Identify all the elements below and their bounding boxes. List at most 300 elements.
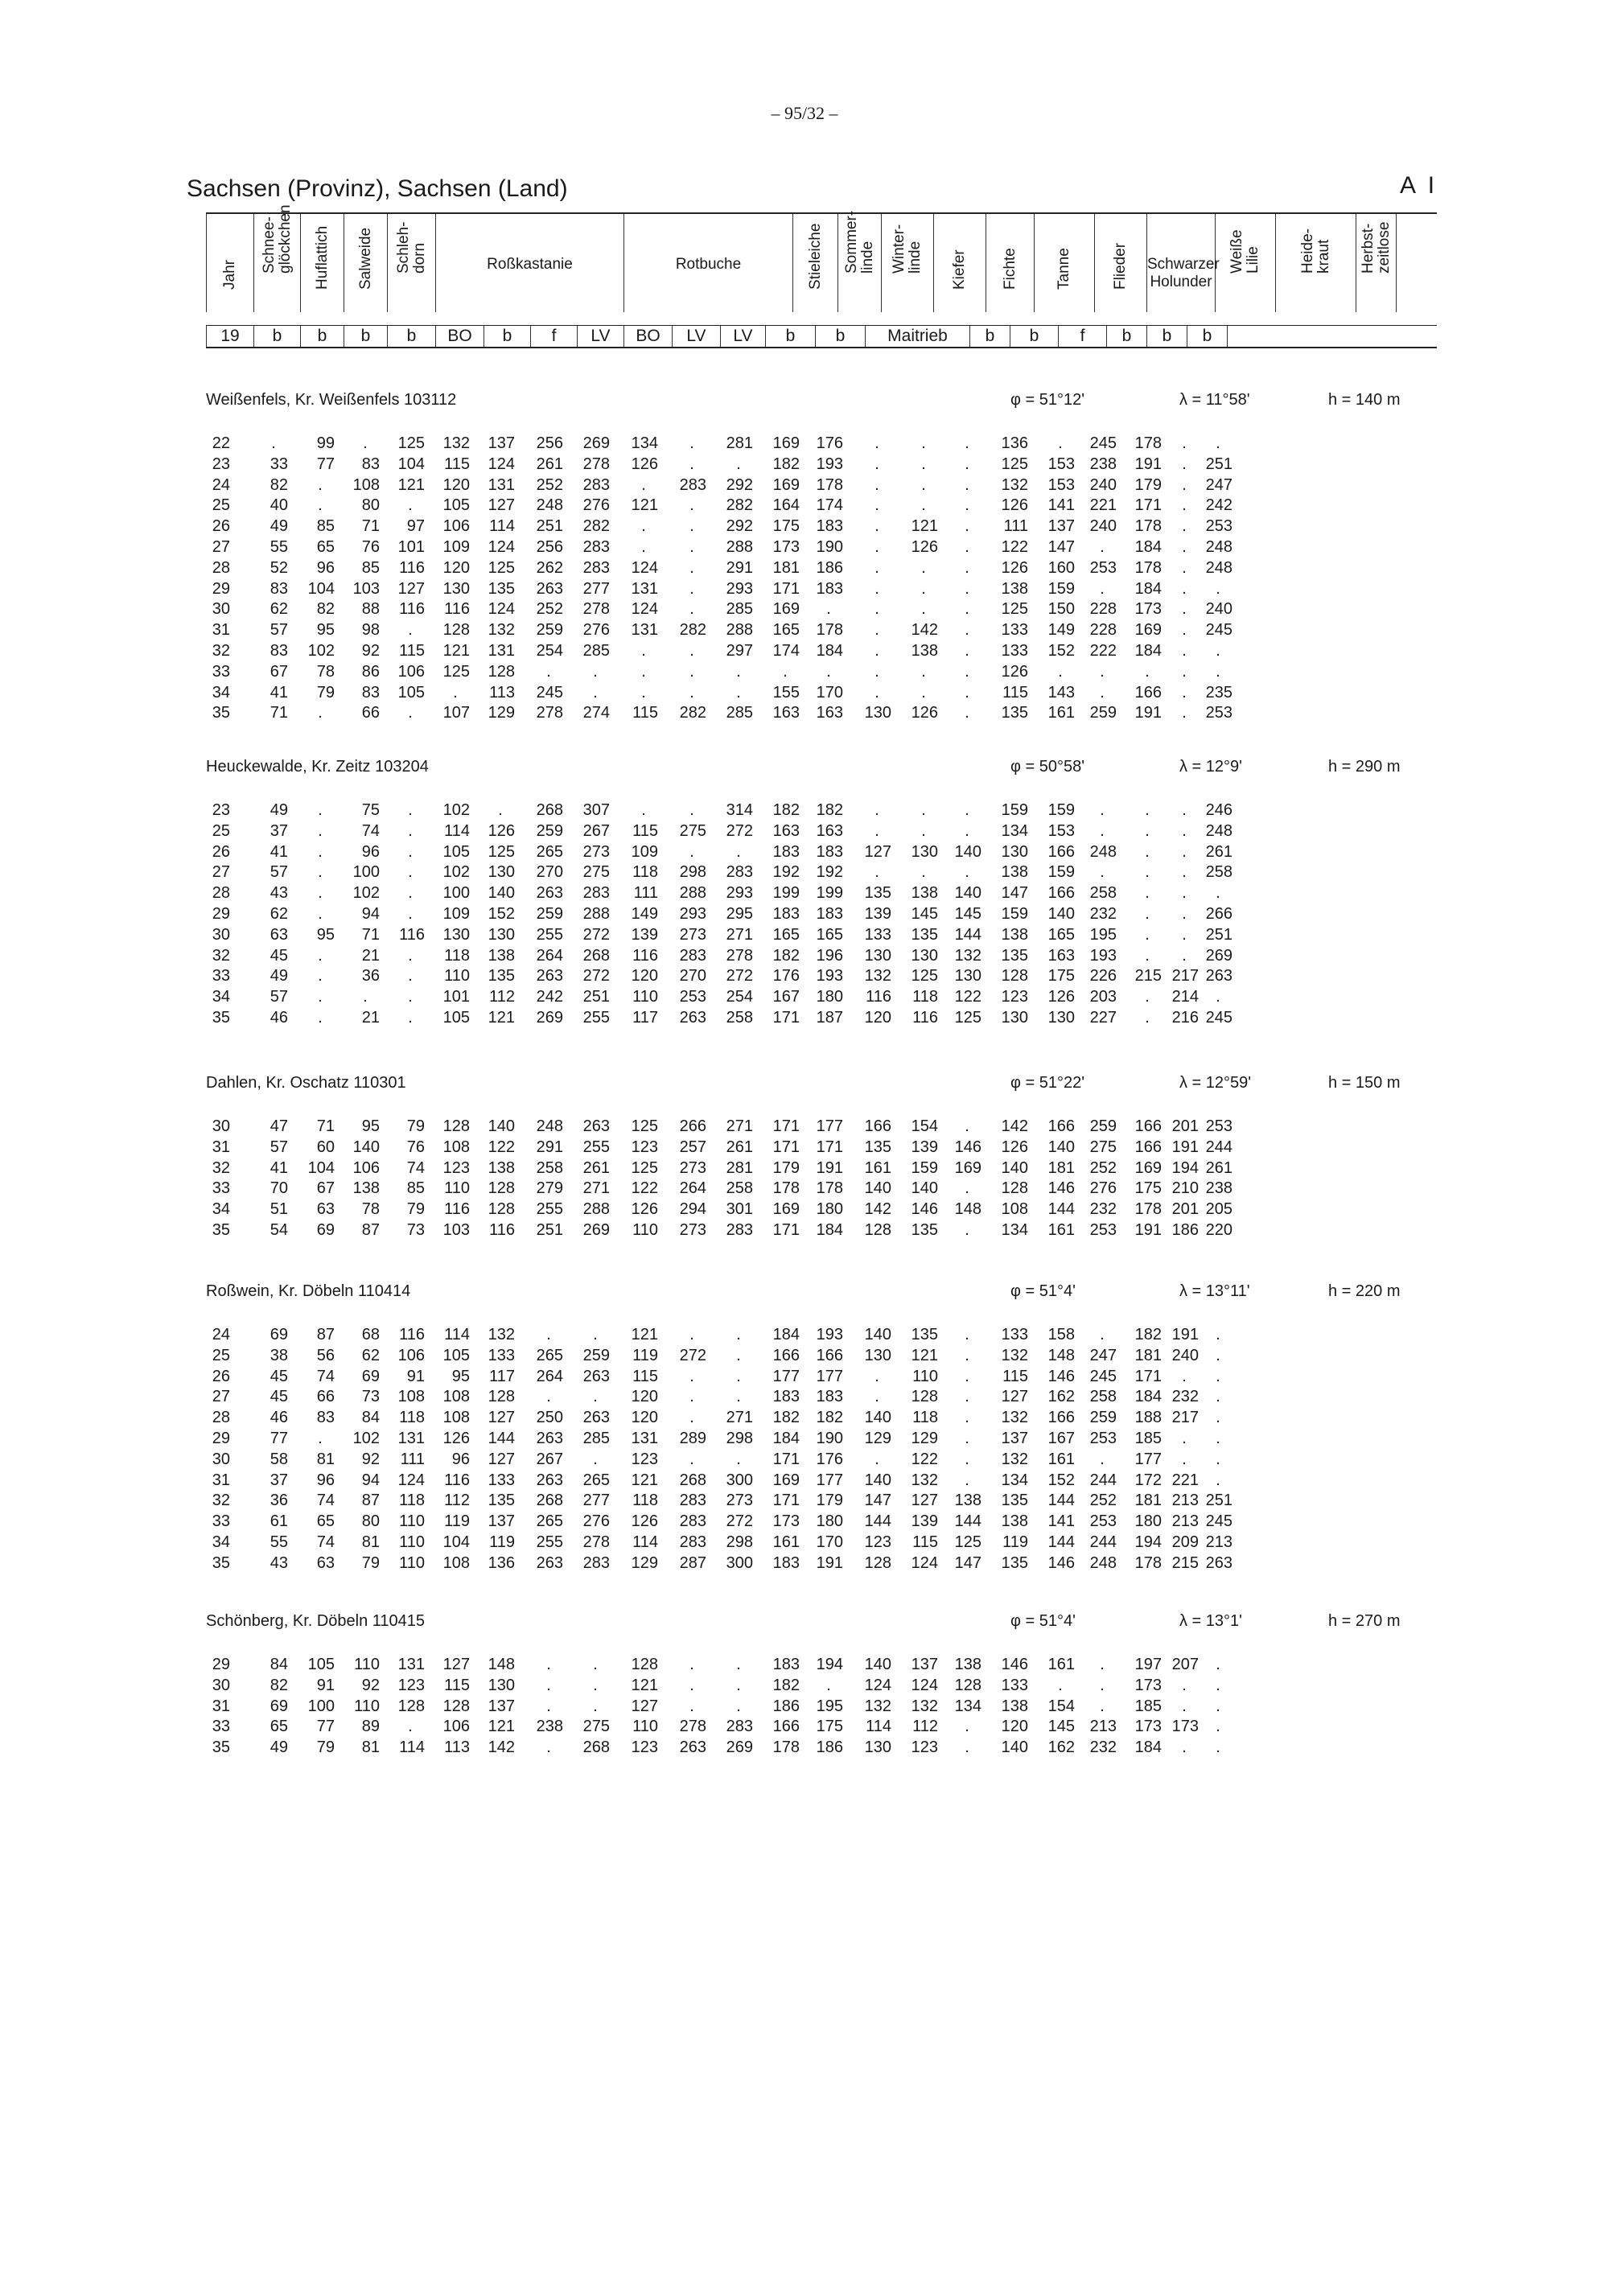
unit-row xyxy=(206,325,1437,348)
value-cell: 217 xyxy=(1171,1409,1199,1427)
value-cell: 126 xyxy=(1047,988,1075,1006)
value-cell: 160 xyxy=(1047,558,1075,577)
value-cell: 128 xyxy=(488,1179,515,1198)
value-cell: . xyxy=(1216,1367,1220,1385)
value-cell: . xyxy=(1182,1450,1187,1468)
value-cell: 263 xyxy=(1205,967,1232,985)
value-cell: 164 xyxy=(772,496,800,515)
value-cell: 238 xyxy=(536,1718,563,1736)
header-weiße-lilie xyxy=(1216,214,1276,312)
value-cell: . xyxy=(965,641,969,660)
table-row xyxy=(206,1347,1437,1368)
value-cell: 71 xyxy=(361,517,380,536)
value-cell: 76 xyxy=(406,1138,425,1156)
value-cell: 135 xyxy=(864,884,891,903)
value-cell: 114 xyxy=(444,1326,470,1343)
value-cell: 285 xyxy=(726,600,753,619)
value-cell: 120 xyxy=(631,1388,658,1406)
value-cell: 134 xyxy=(954,1697,981,1715)
value-cell: . xyxy=(965,1346,969,1364)
year-cell: 27 xyxy=(212,537,230,556)
value-cell: 83 xyxy=(361,683,380,702)
value-cell: 199 xyxy=(816,884,843,903)
value-cell: 182 xyxy=(772,1676,800,1694)
value-cell: 110 xyxy=(632,1718,658,1736)
year-cell: 29 xyxy=(212,1429,230,1447)
value-cell: 109 xyxy=(631,842,658,861)
table-row xyxy=(206,1388,1437,1409)
value-cell: . xyxy=(408,988,413,1006)
value-cell: 221 xyxy=(1171,1471,1199,1489)
header-label: Herbst- zeitlose xyxy=(1359,221,1393,274)
value-cell: 235 xyxy=(1205,683,1232,702)
table-row xyxy=(206,1368,1437,1389)
value-cell: 135 xyxy=(864,1138,891,1156)
value-cell: 232 xyxy=(1171,1388,1199,1406)
value-cell: . xyxy=(1182,904,1187,923)
station-latitude: φ = 51°22' xyxy=(1010,1074,1085,1092)
value-cell: 261 xyxy=(1205,842,1232,861)
value-cell: . xyxy=(689,842,694,861)
table-row xyxy=(206,476,1437,497)
value-cell: 232 xyxy=(1089,1200,1117,1219)
value-cell: 131 xyxy=(488,641,515,660)
value-cell: 123 xyxy=(911,1738,938,1757)
value-cell: . xyxy=(593,662,598,681)
header-heide-kraut xyxy=(1276,214,1356,312)
value-cell: . xyxy=(965,704,969,722)
value-cell: . xyxy=(1145,662,1150,681)
value-cell: 178 xyxy=(816,475,843,494)
value-cell: 169 xyxy=(772,1200,800,1219)
value-cell: 135 xyxy=(488,1492,515,1510)
value-cell: 146 xyxy=(1001,1656,1028,1673)
value-cell: 88 xyxy=(361,600,380,619)
value-cell: 167 xyxy=(772,988,800,1006)
table-row xyxy=(206,843,1437,864)
value-cell: 300 xyxy=(726,1553,753,1572)
value-cell: 183 xyxy=(772,1553,800,1572)
value-cell: . xyxy=(783,662,788,681)
value-cell: 113 xyxy=(444,1738,470,1757)
table-row xyxy=(206,1533,1437,1554)
value-cell: . xyxy=(1182,662,1187,681)
value-cell: 41 xyxy=(270,1158,288,1177)
value-cell: 40 xyxy=(270,496,288,515)
value-cell: 254 xyxy=(726,988,753,1006)
value-cell: 275 xyxy=(582,1718,610,1736)
value-cell: 130 xyxy=(442,579,470,598)
value-cell: 98 xyxy=(361,621,380,640)
value-cell: 137 xyxy=(1001,1429,1028,1447)
value-cell: . xyxy=(921,600,926,619)
value-cell: 101 xyxy=(397,537,425,556)
value-cell: 140 xyxy=(864,1409,891,1427)
value-cell: 114 xyxy=(866,1718,891,1736)
unit-cell: b xyxy=(766,326,816,347)
value-cell: 123 xyxy=(631,1450,658,1468)
value-cell: 248 xyxy=(536,496,563,515)
station-header xyxy=(206,391,1437,420)
value-cell: . xyxy=(546,1326,551,1343)
value-cell: 125 xyxy=(488,842,515,861)
value-cell: 125 xyxy=(397,434,425,452)
value-cell: 145 xyxy=(1047,1718,1075,1736)
value-cell: 140 xyxy=(488,884,515,903)
value-cell: 65 xyxy=(316,1512,335,1531)
value-cell: . xyxy=(965,496,969,515)
value-cell: 251 xyxy=(1205,455,1232,473)
value-cell: 104 xyxy=(307,1158,335,1177)
year-cell: 22 xyxy=(212,434,230,452)
value-cell: 140 xyxy=(864,1179,891,1198)
value-cell: 166 xyxy=(1134,1117,1162,1135)
value-cell: 180 xyxy=(816,1200,843,1219)
value-cell: 175 xyxy=(816,1718,843,1736)
value-cell: 268 xyxy=(582,946,610,965)
value-cell: 137 xyxy=(911,1656,938,1673)
value-cell: 179 xyxy=(772,1158,800,1177)
value-cell: 159 xyxy=(1047,579,1075,598)
value-cell: 138 xyxy=(1001,579,1028,598)
value-cell: 175 xyxy=(1134,1179,1162,1198)
value-cell: 159 xyxy=(1001,904,1028,923)
value-cell: 221 xyxy=(1089,496,1117,515)
value-cell: 288 xyxy=(726,537,753,556)
value-cell: 126 xyxy=(1001,1138,1028,1156)
table-row xyxy=(206,1554,1437,1575)
value-cell: 245 xyxy=(1205,621,1232,640)
table-row xyxy=(206,1718,1437,1738)
value-cell: 78 xyxy=(316,662,335,681)
value-cell: . xyxy=(641,641,646,660)
value-cell: 127 xyxy=(911,1492,938,1510)
value-cell: 182 xyxy=(772,801,800,819)
value-cell: 289 xyxy=(679,1429,706,1447)
value-cell: 213 xyxy=(1089,1718,1117,1736)
value-cell: 201 xyxy=(1171,1200,1199,1219)
value-cell: 135 xyxy=(1001,1492,1028,1510)
value-cell: 63 xyxy=(316,1200,335,1219)
header-sommer-linde xyxy=(838,210,882,312)
value-cell: 134 xyxy=(1001,1471,1028,1489)
value-cell: 130 xyxy=(442,925,470,944)
value-cell: 263 xyxy=(1205,1553,1232,1572)
value-cell: 178 xyxy=(816,621,843,640)
value-cell: 285 xyxy=(582,1429,610,1447)
value-cell: 282 xyxy=(679,704,706,722)
value-cell: 130 xyxy=(954,967,981,985)
value-cell: 140 xyxy=(864,1656,891,1673)
value-cell: 125 xyxy=(631,1158,658,1177)
value-cell: 136 xyxy=(1001,434,1028,452)
value-cell: 95 xyxy=(451,1367,470,1385)
station-name: Dahlen, Kr. Oschatz 110301 xyxy=(206,1074,406,1092)
value-cell: 33 xyxy=(270,455,288,473)
value-cell: 166 xyxy=(1134,683,1162,702)
value-cell: 95 xyxy=(316,925,335,944)
station-block xyxy=(206,1612,1437,1759)
table-row xyxy=(206,988,1437,1009)
value-cell: 107 xyxy=(442,704,470,722)
value-cell: . xyxy=(689,1656,694,1673)
value-cell: 195 xyxy=(1089,925,1117,944)
value-cell: 116 xyxy=(444,1200,470,1219)
value-cell: 191 xyxy=(1134,1220,1162,1239)
value-cell: 273 xyxy=(679,925,706,944)
value-cell: . xyxy=(874,455,879,473)
value-cell: . xyxy=(1216,884,1220,903)
value-cell: 175 xyxy=(1047,967,1075,985)
value-cell: 96 xyxy=(316,558,335,577)
value-cell: 250 xyxy=(536,1409,563,1427)
value-cell: 71 xyxy=(361,925,380,944)
value-cell: 293 xyxy=(726,579,753,598)
value-cell: . xyxy=(1216,1471,1220,1489)
value-cell: 137 xyxy=(488,1512,515,1531)
value-cell: 166 xyxy=(1047,842,1075,861)
value-cell: 268 xyxy=(679,1471,706,1489)
value-cell: 67 xyxy=(316,1179,335,1198)
value-cell: 283 xyxy=(679,946,706,965)
value-cell: 116 xyxy=(866,988,891,1006)
value-cell: 126 xyxy=(1001,558,1028,577)
value-cell: 116 xyxy=(399,925,425,944)
value-cell: 135 xyxy=(488,579,515,598)
value-cell: . xyxy=(1100,683,1105,702)
value-cell: 96 xyxy=(361,842,380,861)
value-cell: 74 xyxy=(406,1158,425,1177)
value-cell: 186 xyxy=(1171,1220,1199,1239)
year-cell: 27 xyxy=(212,863,230,882)
value-cell: 87 xyxy=(361,1220,380,1239)
value-cell: 137 xyxy=(488,434,515,452)
value-cell: 144 xyxy=(1047,1492,1075,1510)
value-cell: 141 xyxy=(1047,1512,1075,1531)
value-cell: 135 xyxy=(488,967,515,985)
value-cell: 171 xyxy=(1134,1367,1162,1385)
value-cell: 43 xyxy=(270,1553,288,1572)
value-cell: 115 xyxy=(1002,683,1028,702)
value-cell: 82 xyxy=(270,1676,288,1694)
value-cell: 86 xyxy=(361,662,380,681)
value-cell: . xyxy=(641,662,646,681)
unit-cell: b xyxy=(1107,326,1147,347)
value-cell: . xyxy=(593,1450,598,1468)
value-cell: 149 xyxy=(1047,621,1075,640)
value-cell: 270 xyxy=(679,967,706,985)
value-cell: . xyxy=(1216,1388,1220,1406)
value-cell: 140 xyxy=(1047,904,1075,923)
unit-cell: b xyxy=(970,326,1010,347)
value-cell: . xyxy=(318,967,323,985)
value-cell: 126 xyxy=(911,704,938,722)
value-cell: 187 xyxy=(816,1008,843,1027)
year-cell: 30 xyxy=(212,1676,230,1694)
value-cell: . xyxy=(1216,434,1220,452)
value-cell: 178 xyxy=(1134,1553,1162,1572)
value-cell: 178 xyxy=(1134,434,1162,452)
value-cell: . xyxy=(318,704,323,722)
value-cell: 87 xyxy=(316,1326,335,1343)
year-cell: 31 xyxy=(212,1471,230,1489)
value-cell: 252 xyxy=(536,475,563,494)
value-cell: . xyxy=(1145,946,1150,965)
value-cell: 166 xyxy=(772,1346,800,1364)
value-cell: 184 xyxy=(772,1326,800,1343)
value-cell: . xyxy=(1182,946,1187,965)
value-cell: . xyxy=(965,1326,969,1343)
value-cell: 278 xyxy=(582,455,610,473)
value-cell: . xyxy=(965,600,969,619)
value-cell: 80 xyxy=(361,1512,380,1531)
value-cell: . xyxy=(965,434,969,452)
value-cell: . xyxy=(965,621,969,640)
value-cell: 179 xyxy=(1134,475,1162,494)
value-cell: . xyxy=(1100,579,1105,598)
value-cell: 183 xyxy=(816,579,843,598)
value-cell: 167 xyxy=(1047,1429,1075,1447)
value-cell: . xyxy=(965,537,969,556)
year-cell: 31 xyxy=(212,1697,230,1715)
value-cell: 127 xyxy=(488,496,515,515)
value-cell: 153 xyxy=(1047,821,1075,840)
value-cell: 273 xyxy=(679,1220,706,1239)
value-cell: 215 xyxy=(1171,1553,1199,1572)
value-cell: 288 xyxy=(726,621,753,640)
value-cell: 193 xyxy=(1089,946,1117,965)
value-cell: . xyxy=(1182,863,1187,882)
value-cell: 128 xyxy=(488,1200,515,1219)
value-cell: . xyxy=(1216,1326,1220,1343)
value-cell: 115 xyxy=(632,1367,658,1385)
value-cell: 79 xyxy=(406,1117,425,1135)
value-cell: 183 xyxy=(816,842,843,861)
value-cell: 287 xyxy=(679,1553,706,1572)
value-cell: 178 xyxy=(772,1738,800,1757)
value-cell: 207 xyxy=(1171,1656,1199,1673)
value-cell: . xyxy=(921,683,926,702)
value-cell: 118 xyxy=(444,946,470,965)
value-cell: 140 xyxy=(1047,1138,1075,1156)
value-cell: . xyxy=(1145,801,1150,819)
value-cell: 74 xyxy=(361,821,380,840)
value-cell: 122 xyxy=(954,988,981,1006)
value-cell: 136 xyxy=(488,1553,515,1572)
value-cell: 176 xyxy=(816,434,843,452)
station-longitude: λ = 12°9' xyxy=(1179,758,1242,776)
value-cell: 110 xyxy=(399,1553,425,1572)
value-cell: 298 xyxy=(679,863,706,882)
table-row xyxy=(206,642,1437,663)
value-cell: . xyxy=(1182,1738,1187,1757)
year-cell: 30 xyxy=(212,1117,230,1135)
page-title: Sachsen (Provinz), Sachsen (Land) xyxy=(187,175,568,202)
value-cell: 163 xyxy=(816,821,843,840)
value-cell: . xyxy=(1100,1676,1105,1694)
value-cell: 83 xyxy=(270,641,288,660)
value-cell: 57 xyxy=(270,988,288,1006)
value-cell: 272 xyxy=(582,925,610,944)
value-cell: 79 xyxy=(361,1553,380,1572)
header-kiefer xyxy=(934,214,986,312)
year-cell: 25 xyxy=(212,496,230,515)
value-cell: 106 xyxy=(442,517,470,536)
value-cell: . xyxy=(593,683,598,702)
value-cell: 106 xyxy=(442,1718,470,1736)
value-cell: 118 xyxy=(632,1492,658,1510)
value-cell: 228 xyxy=(1089,621,1117,640)
value-cell: 159 xyxy=(1047,863,1075,882)
value-cell: 114 xyxy=(489,517,515,536)
value-cell: 121 xyxy=(911,517,938,536)
table-row xyxy=(206,863,1437,884)
value-cell: 122 xyxy=(911,1450,938,1468)
value-cell: 80 xyxy=(361,496,380,515)
value-cell: 263 xyxy=(536,579,563,598)
value-cell: 182 xyxy=(772,946,800,965)
value-cell: 138 xyxy=(1001,1697,1028,1715)
value-cell: 162 xyxy=(1047,1388,1075,1406)
value-cell: 129 xyxy=(864,1429,891,1447)
value-cell: 184 xyxy=(1134,579,1162,598)
value-cell: 175 xyxy=(772,517,800,536)
value-cell: 21 xyxy=(361,1008,380,1027)
value-cell: . xyxy=(874,1388,879,1406)
table-row xyxy=(206,1677,1437,1697)
value-cell: 174 xyxy=(816,496,843,515)
value-cell: 100 xyxy=(307,1697,335,1715)
value-cell: 125 xyxy=(954,1008,981,1027)
value-cell: 213 xyxy=(1205,1533,1232,1551)
value-cell: 194 xyxy=(1171,1158,1199,1177)
value-cell: 263 xyxy=(582,1117,610,1135)
value-cell: 251 xyxy=(536,517,563,536)
value-cell: . xyxy=(408,1718,413,1736)
year-cell: 23 xyxy=(212,801,230,819)
unit-cell: b xyxy=(301,326,344,347)
value-cell: 196 xyxy=(816,946,843,965)
station-latitude: φ = 51°12' xyxy=(1010,391,1085,409)
value-cell: 209 xyxy=(1171,1533,1199,1551)
value-cell: 180 xyxy=(816,988,843,1006)
value-cell: 118 xyxy=(632,863,658,882)
value-cell: . xyxy=(1182,1676,1187,1694)
value-cell: 266 xyxy=(679,1117,706,1135)
value-cell: 144 xyxy=(864,1512,891,1531)
value-cell: 259 xyxy=(1089,704,1117,722)
value-cell: 128 xyxy=(864,1553,891,1572)
value-cell: 183 xyxy=(772,904,800,923)
value-cell: 267 xyxy=(536,1450,563,1468)
value-cell: 186 xyxy=(772,1697,800,1715)
value-cell: 186 xyxy=(816,1738,843,1757)
value-cell: 171 xyxy=(816,1138,843,1156)
unit-cell: b xyxy=(344,326,388,347)
station-name: Heuckewalde, Kr. Zeitz 103204 xyxy=(206,758,429,776)
value-cell: 125 xyxy=(1001,600,1028,619)
value-cell: 36 xyxy=(361,967,380,985)
value-cell: 148 xyxy=(488,1656,515,1673)
value-cell: 252 xyxy=(1089,1492,1117,1510)
station-name: Schönberg, Kr. Döbeln 110415 xyxy=(206,1612,426,1630)
station-header xyxy=(206,1282,1437,1311)
value-cell: 120 xyxy=(442,475,470,494)
value-cell: . xyxy=(689,683,694,702)
value-cell: 255 xyxy=(536,1533,563,1551)
value-cell: 121 xyxy=(442,641,470,660)
table-row xyxy=(206,1159,1437,1180)
